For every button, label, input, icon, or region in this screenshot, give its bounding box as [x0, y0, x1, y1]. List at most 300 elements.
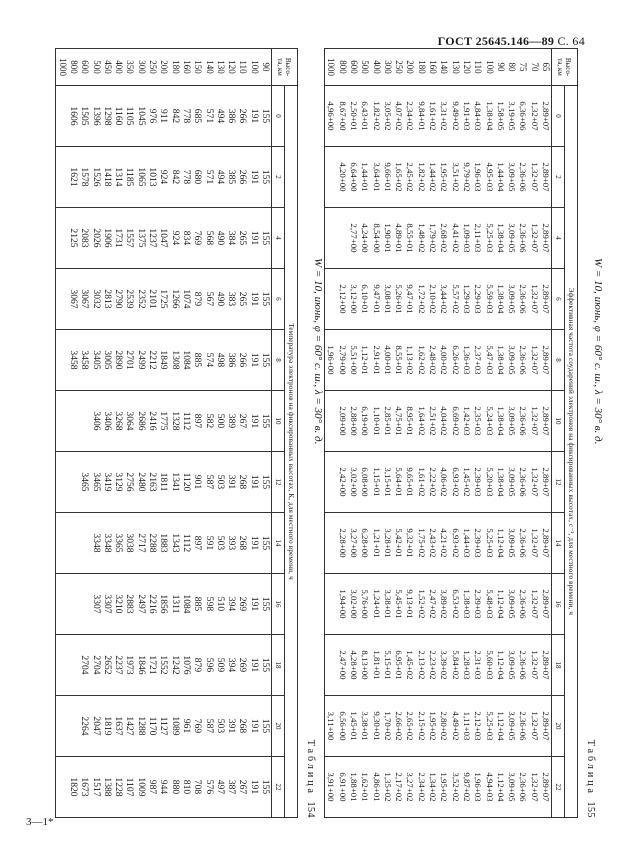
- cell-value: 191: [248, 352, 260, 368]
- cell-value: 1,91+03: [461, 101, 472, 131]
- cell-value: 3,19+05: [507, 101, 518, 131]
- cell-value: 2237: [113, 655, 125, 675]
- cell-value: 5,57+02: [450, 284, 461, 314]
- cell-value: 8,55+01: [405, 223, 416, 253]
- table-row: [325, 49, 552, 818]
- cell-value: 1343: [169, 533, 181, 553]
- cell-value: 1089: [169, 716, 181, 736]
- cell-value: 1228: [113, 777, 125, 797]
- cell-value: 4,20+00: [337, 162, 348, 192]
- cell-value: 385: [226, 169, 238, 185]
- cell-value: 3406: [90, 411, 102, 431]
- cell-value: 9,49+02: [450, 101, 461, 131]
- cell-value: 2652: [101, 655, 113, 675]
- cell-value: 1288: [135, 716, 147, 736]
- altitude-value: 1000: [57, 58, 68, 76]
- cell-value: 1,10+01: [371, 406, 382, 436]
- cell-value: 386: [226, 352, 238, 368]
- cell-value: 1,24+01: [371, 589, 382, 619]
- cell-value: 1505: [79, 106, 91, 126]
- cell-value: 708: [192, 779, 204, 795]
- cell-value: 9,47+01: [371, 284, 382, 314]
- cell-value: 2,77+00: [348, 223, 359, 253]
- cell-value: 4,21+02: [439, 528, 450, 558]
- cell-value: 778: [180, 169, 192, 185]
- cell-value: 2,79+00: [337, 345, 348, 375]
- cell-value: 1637: [113, 716, 125, 736]
- cell-value: 976: [147, 108, 159, 124]
- cell-value: 269: [237, 596, 249, 612]
- cell-value: 2,91+01: [371, 345, 382, 375]
- cell-value: 6,69+02: [450, 406, 461, 436]
- cell-value: 2,39+03: [473, 467, 484, 497]
- cell-value: 1578: [79, 167, 91, 187]
- table-name: Таблица: [305, 739, 316, 796]
- cell-value: 1,32+07: [529, 467, 540, 497]
- altitude-value: 300: [382, 60, 393, 74]
- cell-value: 2,89+07: [541, 162, 551, 192]
- cell-value: 2,17+02: [394, 772, 405, 802]
- cell-value: 509: [214, 657, 226, 673]
- cell-value: 2,36+06: [518, 650, 529, 680]
- cell-value: 5,60+03: [484, 650, 495, 680]
- cell-value: 1,96+03: [473, 772, 484, 802]
- cell-value: 2,43+02: [428, 528, 439, 558]
- cell-value: 2,36+06: [518, 772, 529, 802]
- cell-value: 1721: [147, 655, 159, 675]
- hour-header: 4: [552, 208, 565, 269]
- altitude-value: 800: [337, 60, 348, 74]
- document-header: [438, 34, 585, 49]
- cell-value: 2,47+00: [337, 650, 348, 680]
- cell-value: 961: [180, 718, 192, 734]
- hour-header: 12: [272, 452, 285, 513]
- cell-value: 191: [248, 291, 260, 307]
- cell-value: 1160: [113, 106, 125, 126]
- cell-value: 490: [214, 230, 226, 246]
- cell-value: 3038: [124, 533, 136, 553]
- cell-value: 3,27+02: [405, 772, 416, 802]
- cell-value: 6,91+00: [337, 772, 348, 802]
- cell-value: 2,23+02: [428, 650, 439, 680]
- cell-value: 1,45+02: [461, 467, 472, 497]
- cell-value: 3,11+00: [326, 711, 337, 741]
- cell-value: 576: [203, 779, 215, 795]
- cell-value: 2,29+03: [473, 284, 484, 314]
- cell-value: 4,84+03: [473, 101, 484, 131]
- altitude-value: 90: [495, 62, 506, 72]
- altitude-value: 200: [405, 60, 416, 74]
- cell-value: 2047: [90, 716, 102, 736]
- cell-value: 3,64+01: [371, 162, 382, 192]
- value-column: [56, 452, 272, 513]
- cell-value: 4,24+00: [360, 223, 371, 253]
- value-column: [325, 757, 552, 818]
- cell-value: 1,58+05: [495, 101, 506, 131]
- cell-value: 1120: [180, 472, 192, 492]
- cell-value: 1112: [180, 533, 192, 553]
- cell-value: 1375: [135, 228, 147, 248]
- cell-value: 2,65+02: [405, 711, 416, 741]
- cell-value: 842: [169, 169, 181, 185]
- cell-value: 3268: [113, 411, 125, 431]
- cell-value: 3,09+05: [507, 284, 518, 314]
- cell-value: 1819: [101, 716, 113, 736]
- altitude-value: 100: [484, 60, 495, 74]
- cell-value: 494: [214, 108, 226, 124]
- cell-value: 1,72+02: [416, 284, 427, 314]
- cell-value: 2717: [135, 533, 147, 553]
- cell-value: 2,34+02: [405, 101, 416, 131]
- cell-value: 842: [169, 108, 181, 124]
- cell-value: 1906: [101, 228, 113, 248]
- table-title: [305, 740, 316, 818]
- cell-value: 1,48+02: [416, 223, 427, 253]
- cell-value: 1,32+07: [529, 345, 540, 375]
- cell-value: 2,89+07: [541, 284, 551, 314]
- cell-value: 1418: [101, 167, 113, 187]
- cell-value: 769: [192, 230, 204, 246]
- hour-header: 8: [272, 330, 285, 391]
- altitude-value: 180: [416, 60, 427, 74]
- cell-value: 1107: [124, 777, 136, 797]
- cell-value: 1112: [180, 411, 192, 431]
- value-column: [56, 513, 272, 574]
- cell-value: 4,04+02: [439, 406, 450, 436]
- cell-value: 3,09+05: [507, 467, 518, 497]
- cell-value: 1,38+04: [495, 284, 506, 314]
- cell-value: 8,54+00: [371, 223, 382, 253]
- cell-value: 2,89+07: [541, 101, 551, 131]
- cell-value: 1388: [101, 777, 113, 797]
- hour-header: 14: [552, 513, 565, 574]
- value-column: [325, 574, 552, 635]
- altitude-value: 400: [371, 60, 382, 74]
- cell-value: 1,96+03: [473, 162, 484, 192]
- cell-value: 4,89+01: [394, 223, 405, 253]
- table-name: Таблица: [585, 739, 596, 796]
- cell-value: 191: [248, 657, 260, 673]
- value-column: [56, 574, 272, 635]
- cell-value: 2,89+07: [541, 589, 551, 619]
- altitude-value: 450: [102, 60, 113, 74]
- hour-header: 6: [272, 269, 285, 330]
- hour-header: 18: [552, 635, 565, 696]
- cell-value: 3406: [101, 411, 113, 431]
- cell-value: 3365: [113, 533, 125, 553]
- cell-value: 9,13+01: [405, 589, 416, 619]
- cell-value: 266: [237, 169, 249, 185]
- cell-value: 1,70+02: [382, 711, 393, 741]
- cell-value: 155: [260, 474, 271, 490]
- cell-value: 1,38+03: [461, 589, 472, 619]
- cell-value: 1883: [158, 533, 170, 553]
- cell-value: 1725: [158, 289, 170, 309]
- cell-value: 265: [237, 291, 249, 307]
- cell-value: 9,65+01: [405, 467, 416, 497]
- cell-value: 191: [248, 779, 260, 795]
- cell-value: 3348: [90, 533, 102, 553]
- cell-value: 5,59+03: [484, 284, 495, 314]
- altitude-value: 150: [193, 60, 204, 74]
- cell-value: 3,38+01: [360, 711, 371, 741]
- hour-header: 22: [552, 757, 565, 818]
- cell-value: 155: [260, 535, 271, 551]
- cell-value: 6,08+00: [360, 467, 371, 497]
- altitude-value: 250: [394, 60, 405, 74]
- cell-value: 1,44+04: [495, 162, 506, 192]
- cell-value: 267: [237, 413, 249, 429]
- cell-value: 680: [192, 169, 204, 185]
- altitude-value: 110: [238, 60, 249, 74]
- cell-value: 1,82+02: [416, 162, 427, 192]
- cell-value: 3419: [101, 472, 113, 492]
- cell-value: 880: [169, 779, 181, 795]
- cell-value: 3,39+02: [439, 650, 450, 680]
- cell-value: 6,64+00: [348, 162, 359, 192]
- cell-value: 1820: [67, 777, 79, 797]
- cell-value: 3,52+02: [450, 772, 461, 802]
- hour-header: 22: [272, 757, 285, 818]
- cell-value: 2101: [147, 289, 159, 309]
- cell-value: 1,95+02: [428, 711, 439, 741]
- hour-header: 0: [272, 86, 285, 147]
- cell-value: 268: [237, 718, 249, 734]
- cell-value: 9,32+01: [405, 528, 416, 558]
- cell-value: 2,36+06: [518, 711, 529, 741]
- cell-value: 879: [192, 291, 204, 307]
- cell-value: 987: [147, 779, 159, 795]
- cell-value: 155: [260, 657, 271, 673]
- cell-value: 2,50+01: [348, 101, 359, 131]
- cell-value: 2,11+03: [473, 223, 484, 253]
- cell-value: 5,42+01: [394, 528, 405, 558]
- cell-value: 1731: [113, 228, 125, 248]
- data-table: [324, 48, 578, 818]
- altitude-value: 70: [529, 62, 540, 72]
- cell-value: 1185: [124, 167, 136, 187]
- cell-value: 596: [203, 657, 215, 673]
- cell-value: 1,32+07: [529, 650, 540, 680]
- cell-value: 1,32+07: [529, 711, 540, 741]
- cell-value: 2,39+03: [473, 589, 484, 619]
- cell-value: 1606: [67, 106, 79, 126]
- cell-value: 503: [214, 474, 226, 490]
- altitude-value: 350: [125, 60, 136, 74]
- hour-header: 12: [552, 452, 565, 513]
- cell-value: 1065: [135, 167, 147, 187]
- table-row: [56, 49, 272, 818]
- cell-value: 1,61+02: [416, 467, 427, 497]
- cell-value: 1,65+02: [394, 162, 405, 192]
- cell-value: 2,68+02: [439, 223, 450, 253]
- value-column: [325, 635, 552, 696]
- cell-value: 4,06+02: [439, 467, 450, 497]
- cell-value: 901: [192, 474, 204, 490]
- cell-value: 3458: [67, 350, 79, 370]
- cell-value: 1557: [124, 228, 136, 248]
- cell-value: 1170: [147, 716, 159, 736]
- cell-value: 267: [237, 779, 249, 795]
- cell-value: 1,32+07: [529, 772, 540, 802]
- cell-value: 2499: [135, 350, 147, 370]
- cell-value: 2,89+07: [541, 223, 551, 253]
- cell-value: 2497: [135, 594, 147, 614]
- altitude-value: 500: [360, 60, 371, 74]
- hour-header: 0: [552, 86, 565, 147]
- cell-value: 2026: [90, 228, 102, 248]
- cell-value: 386: [226, 108, 238, 124]
- table-number: 154: [305, 801, 316, 818]
- cell-value: 6,93+02: [450, 467, 461, 497]
- cell-value: 1,38+04: [484, 101, 495, 131]
- cell-value: 2704: [90, 655, 102, 675]
- cell-value: 1,38+04: [495, 467, 506, 497]
- cell-value: 6,95+01: [394, 650, 405, 680]
- cell-value: 1,88+01: [348, 772, 359, 802]
- cell-value: 268: [237, 535, 249, 551]
- cell-value: 778: [180, 108, 192, 124]
- cell-value: 1308: [169, 350, 181, 370]
- cell-value: 393: [226, 535, 238, 551]
- cell-value: 1,52+02: [416, 589, 427, 619]
- table-154-block: [58, 48, 324, 818]
- value-column: [325, 147, 552, 208]
- cell-value: 2125: [67, 228, 79, 248]
- cell-value: 4,86+01: [371, 772, 382, 802]
- cell-value: 1,32+07: [529, 284, 540, 314]
- cell-value: 897: [192, 535, 204, 551]
- cell-value: 1,45+02: [405, 650, 416, 680]
- cell-value: 3307: [90, 594, 102, 614]
- hour-header: 4: [272, 208, 285, 269]
- cell-value: 391: [226, 718, 238, 734]
- cell-value: 1266: [169, 289, 181, 309]
- cell-value: 2,36+06: [518, 223, 529, 253]
- cell-value: 387: [226, 779, 238, 795]
- cell-value: 2,28+00: [337, 528, 348, 558]
- cell-value: 1084: [180, 594, 192, 614]
- cell-value: 2,36+06: [518, 406, 529, 436]
- altitude-value: 400: [114, 60, 125, 74]
- cell-value: 5,64+01: [394, 467, 405, 497]
- cell-value: 2813: [101, 289, 113, 309]
- cell-value: 1314: [113, 167, 125, 187]
- altitude-value: 180: [170, 60, 181, 74]
- cell-value: 1811: [158, 472, 170, 492]
- cell-value: 574: [203, 352, 215, 368]
- table-condition: W = 10, июнь, φ = 60° с. ш., λ = 30° в. д.: [312, 258, 324, 445]
- cell-value: 1,32+07: [529, 528, 540, 558]
- cell-value: 3067: [67, 289, 79, 309]
- hour-header: 18: [272, 635, 285, 696]
- cell-value: 8,67+00: [337, 101, 348, 131]
- altitude-value: 100: [249, 60, 260, 74]
- cell-value: 155: [260, 291, 271, 307]
- cell-value: 1,32+07: [529, 406, 540, 436]
- cell-value: 3348: [101, 533, 113, 553]
- cell-value: 3,02+00: [348, 467, 359, 497]
- table-caption: Температура электронов на фиксированных высотах, К, для местного времени, ч: [285, 86, 298, 818]
- cell-value: 2539: [124, 289, 136, 309]
- cell-value: 497: [214, 779, 226, 795]
- cell-value: 9,79+02: [461, 162, 472, 192]
- value-column: [56, 147, 272, 208]
- standard-number: ГОСТ 25645.146—89: [437, 34, 555, 48]
- value-column: [325, 696, 552, 757]
- cell-value: 1105: [124, 106, 136, 126]
- cell-value: 2,80+02: [439, 711, 450, 741]
- cell-value: 1,28+03: [461, 650, 472, 680]
- cell-value: 4,75+01: [394, 406, 405, 436]
- cell-value: 155: [260, 108, 271, 124]
- cell-value: 591: [203, 535, 215, 551]
- cell-value: 2883: [124, 594, 136, 614]
- cell-value: 944: [158, 779, 170, 795]
- cell-value: 490: [214, 291, 226, 307]
- cell-value: 4,94+03: [484, 772, 495, 802]
- cell-value: 3,09+05: [507, 223, 518, 253]
- cell-value: 2,89+07: [541, 345, 551, 375]
- value-column: [56, 757, 272, 818]
- cell-value: 685: [192, 108, 204, 124]
- cell-value: 1,82+02: [371, 101, 382, 131]
- hour-header: 16: [552, 574, 565, 635]
- cell-value: 2890: [113, 350, 125, 370]
- cell-value: 4,00+02: [439, 345, 450, 375]
- cell-value: 2,36+06: [518, 345, 529, 375]
- cell-value: 2790: [113, 289, 125, 309]
- altitude-value: 110: [473, 60, 484, 74]
- altitude-value: 90: [261, 62, 271, 72]
- cell-value: 3,09+05: [507, 345, 518, 375]
- cell-value: 1,96+00: [326, 345, 337, 375]
- cell-value: 2,89+07: [541, 467, 551, 497]
- cell-value: 1427: [124, 716, 136, 736]
- cell-value: 8,95+01: [405, 406, 416, 436]
- cell-value: 3,27+00: [348, 528, 359, 558]
- cell-value: 1084: [180, 350, 192, 370]
- cell-value: 6,28+00: [360, 528, 371, 558]
- cell-value: 1,32+07: [529, 589, 540, 619]
- value-column: [325, 208, 552, 269]
- cell-value: 9,30+01: [371, 711, 382, 741]
- cell-value: 266: [237, 352, 249, 368]
- cell-value: 3,09+05: [507, 589, 518, 619]
- cell-value: 2,15+02: [416, 711, 427, 741]
- cell-value: 4,41+02: [450, 223, 461, 253]
- cell-value: 3,38+01: [382, 589, 393, 619]
- page-number: С. 64: [557, 34, 585, 48]
- cell-value: 2704: [79, 655, 91, 675]
- cell-value: 2,34+02: [416, 772, 427, 802]
- cell-value: 3064: [124, 411, 136, 431]
- cell-value: 2,36+06: [518, 467, 529, 497]
- cell-value: 2,36+06: [518, 589, 529, 619]
- cell-value: 2,12+03: [473, 711, 484, 741]
- cell-value: 2,13+02: [416, 650, 427, 680]
- hour-header: 14: [272, 513, 285, 574]
- cell-value: 1,79+02: [428, 223, 439, 253]
- cell-value: 9,87+02: [461, 772, 472, 802]
- cell-value: 2212: [147, 350, 159, 370]
- cell-value: 1526: [90, 167, 102, 187]
- cell-value: 8,55+01: [394, 345, 405, 375]
- cell-value: 3,09+05: [507, 162, 518, 192]
- cell-value: 571: [203, 169, 215, 185]
- cell-value: 1045: [135, 106, 147, 126]
- cell-value: 9,47+01: [405, 284, 416, 314]
